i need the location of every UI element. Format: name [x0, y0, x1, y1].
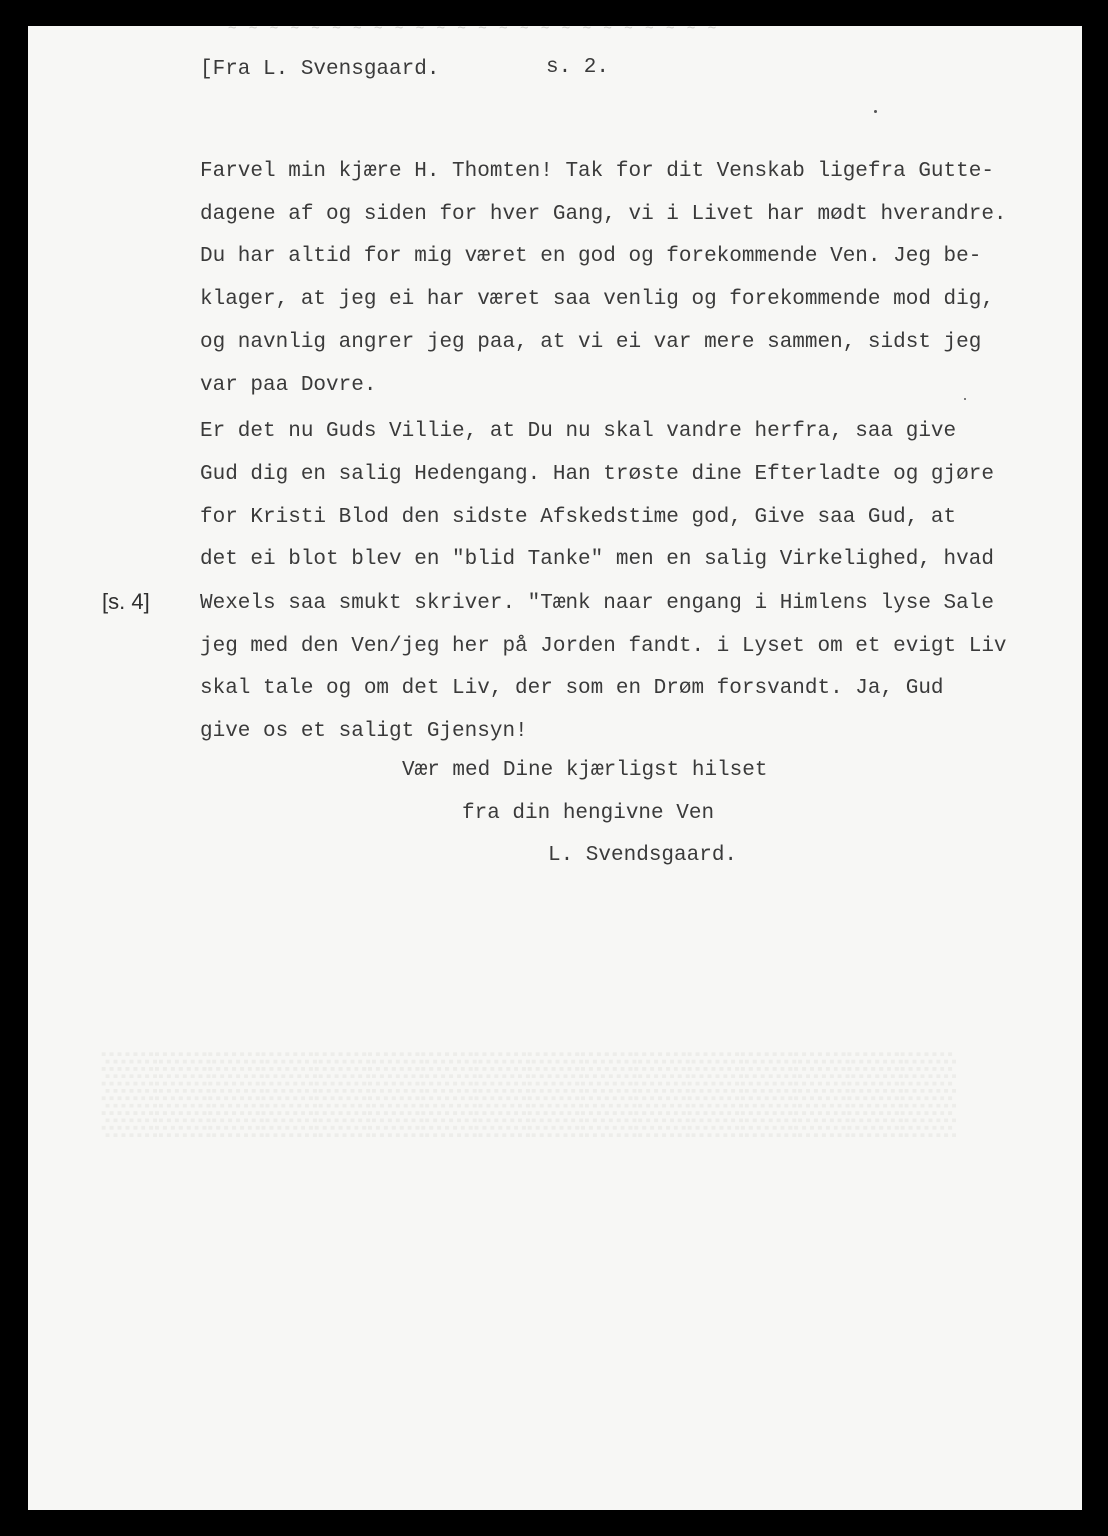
letter-line: dagene af og siden for hver Gang, vi i Livet har mødt hverandre.	[200, 203, 1007, 226]
margin-page-reference: [s. 4]	[102, 589, 150, 614]
letter-line: skal tale og om det Liv, der som en Drøm forsvandt. Ja, Gud	[200, 677, 944, 700]
letter-line: give os et saligt Gjensyn!	[200, 720, 528, 743]
signature: L. Svendsgaard.	[548, 844, 738, 867]
closing-sender-line: fra din hengivne Ven	[462, 802, 715, 825]
ink-speck	[874, 110, 877, 113]
letter-line: Farvel min kjære H. Thomten! Tak for dit Venskab ligefra Gutte-	[200, 160, 994, 183]
closing-greeting: Vær med Dine kjærligst hilset	[402, 759, 768, 782]
letter-line: det ei blot blev en "blid Tanke" men en salig Virkelighed, hvad	[200, 548, 994, 571]
letter-line: Gud dig en salig Hedengang. Han trøste dine Efterladte og gjøre	[200, 463, 994, 486]
letter-line: var paa Dovre.	[200, 374, 377, 397]
letter-line: Du har altid for mig været en god og forekommende Ven. Jeg be-	[200, 245, 982, 268]
document-page	[28, 26, 1082, 1510]
bleed-through-stamp: ▒▒▒▒▒▒▒▒▒▒▒▒▒▒▒▒	[103, 1047, 956, 1134]
letter-line: Er det nu Guds Villie, at Du nu skal vandre herfra, saa give	[200, 420, 957, 443]
letter-line: jeg med den Ven/jeg her på Jorden fandt. i Lyset om et evigt Liv	[200, 635, 1007, 658]
header-sender: [Fra L. Svensgaard.	[200, 58, 440, 81]
bleed-through-top: ~ ~ ~ ~ ~ ~ ~ ~ ~ ~ ~ ~ ~ ~ ~ ~ ~ ~ ~ ~ ~ ~ ~ ~	[228, 26, 719, 36]
header-page-number: s. 2.	[546, 56, 610, 79]
letter-line: klager, at jeg ei har været saa venlig og forekommende mod dig,	[200, 288, 994, 311]
letter-line: for Kristi Blod den sidste Afskedstime god, Give saa Gud, at	[200, 506, 957, 529]
letter-line: Wexels saa smukt skriver. "Tænk naar engang i Himlens lyse Sale	[200, 592, 994, 615]
ink-speck	[964, 398, 966, 400]
letter-line: og navnlig angrer jeg paa, at vi ei var mere sammen, sidst jeg	[200, 331, 982, 354]
